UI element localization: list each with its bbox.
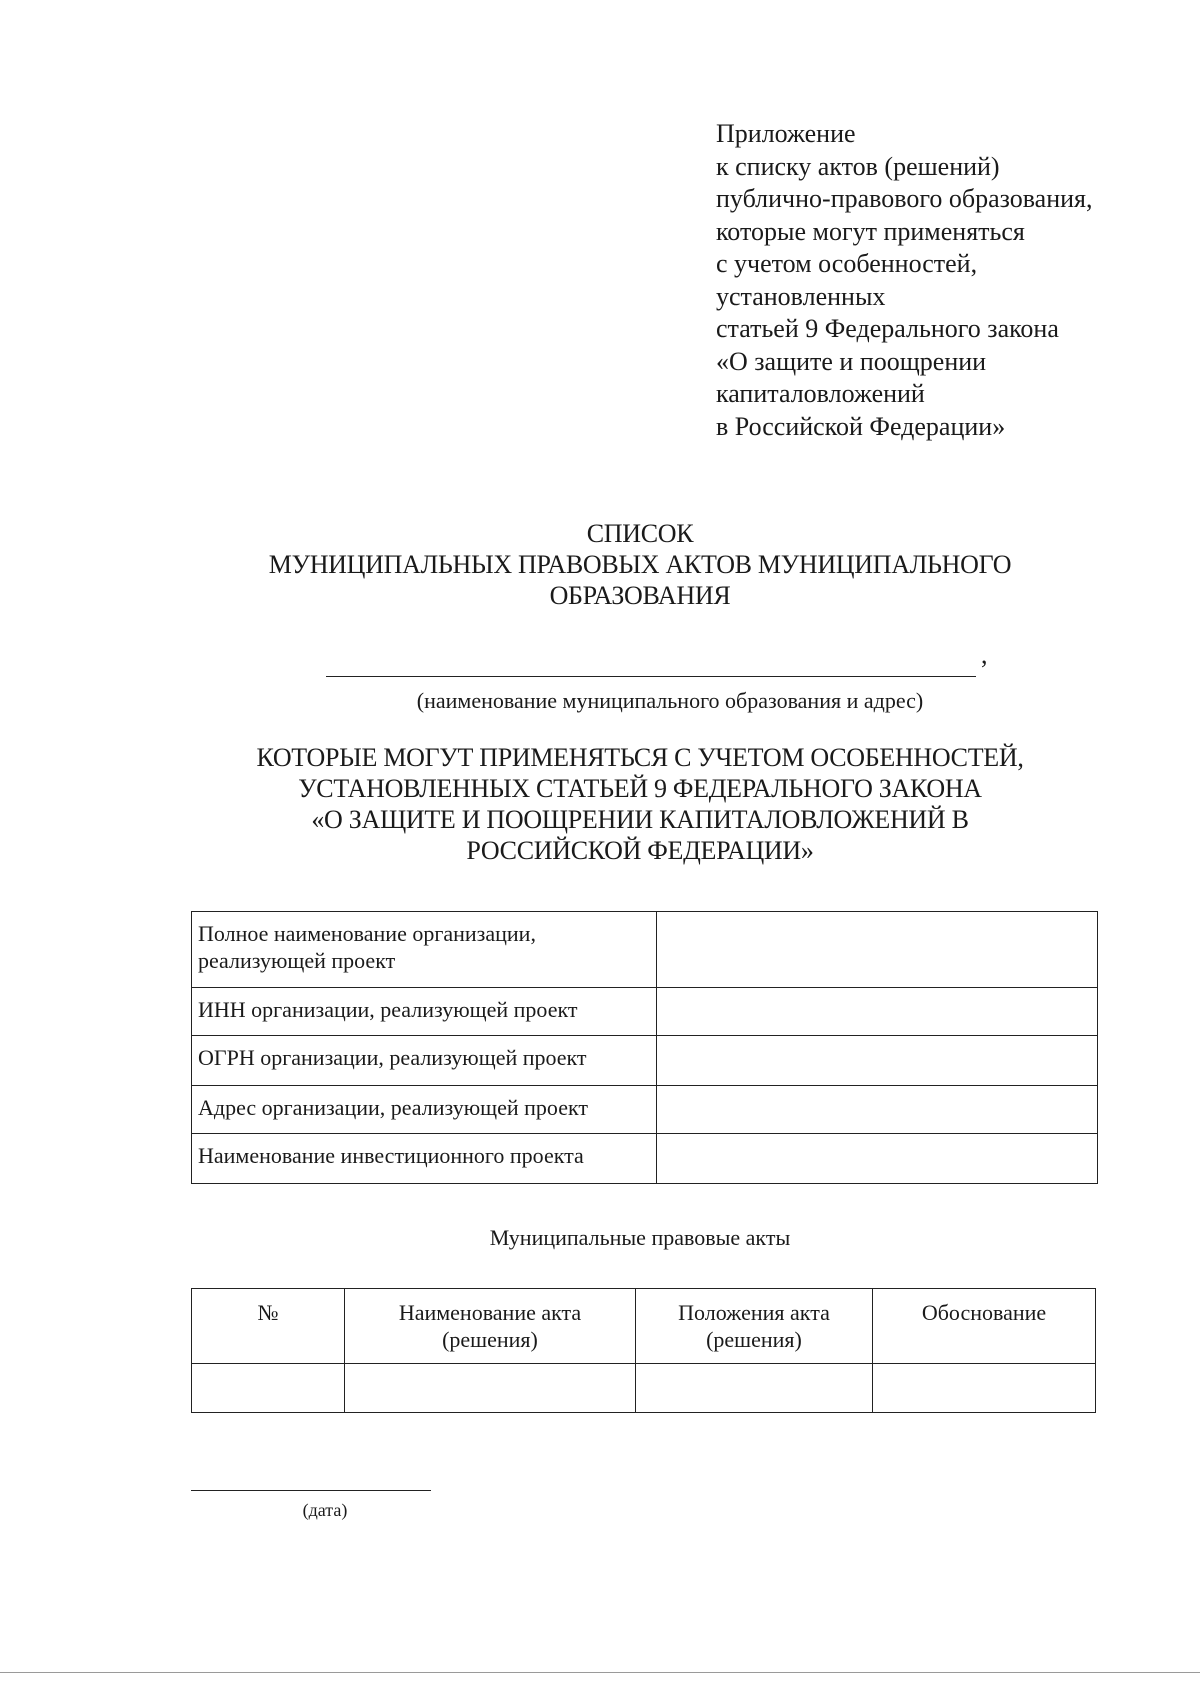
- appendix-line: публично-правового образования,: [716, 184, 1093, 213]
- field-label: Адрес организации, реализующей проект: [192, 1086, 657, 1134]
- column-header-justification: Обоснование: [873, 1289, 1096, 1364]
- field-label: ОГРН организации, реализующей проект: [192, 1036, 657, 1086]
- field-value-cell[interactable]: [657, 1036, 1098, 1086]
- table-row: [192, 1086, 1098, 1134]
- field-label: ИНН организации, реализующей проект: [192, 988, 657, 1036]
- field-label: Наименование инвестиционного проекта: [192, 1134, 657, 1184]
- appendix-line: Приложение: [716, 119, 856, 148]
- field-value-cell[interactable]: [657, 988, 1098, 1036]
- title-line: МУНИЦИПАЛЬНЫХ ПРАВОВЫХ АКТОВ МУНИЦИПАЛЬНОГО: [268, 550, 1012, 579]
- appendix-line: капиталовложений: [716, 379, 925, 408]
- appendix-line: в Российской Федерации»: [716, 411, 1006, 441]
- title-line: СПИСОК: [586, 519, 694, 548]
- table-row: [192, 912, 1098, 988]
- subtitle-line: «О ЗАЩИТЕ И ПООЩРЕНИИ КАПИТАЛОВЛОЖЕНИЙ В: [311, 805, 969, 834]
- appendix-line: «О защите и поощрении: [716, 346, 987, 376]
- table-cell[interactable]: [192, 1364, 345, 1413]
- table-row: [192, 1036, 1098, 1086]
- acts-table-caption: Муниципальные правовые акты: [489, 1225, 791, 1250]
- table-cell[interactable]: [636, 1364, 873, 1413]
- field-value-cell[interactable]: [657, 912, 1098, 988]
- table-cell[interactable]: [345, 1364, 636, 1413]
- column-header-act-provisions: Положения акта (решения): [636, 1289, 873, 1364]
- document-subtitle: [160, 742, 1120, 866]
- table-header-row: [192, 1289, 1096, 1364]
- name-line-comma: ,: [981, 640, 988, 669]
- municipality-name-caption: (наименование муниципального образования и адрес): [416, 688, 924, 713]
- appendix-line: с учетом особенностей,: [716, 249, 978, 278]
- date-line[interactable]: [191, 1490, 431, 1491]
- table-row: [192, 1364, 1096, 1413]
- field-value-cell[interactable]: [657, 1134, 1098, 1184]
- municipal-acts-table: [191, 1288, 1096, 1413]
- subtitle-line: УСТАНОВЛЕННЫХ СТАТЬЕЙ 9 ФЕДЕРАЛЬНОГО ЗАКОНА: [298, 774, 982, 803]
- subtitle-line: РОССИЙСКОЙ ФЕДЕРАЦИИ»: [466, 836, 814, 865]
- subtitle-line: КОТОРЫЕ МОГУТ ПРИМЕНЯТЬСЯ С УЧЕТОМ ОСОБЕННОСТЕЙ,: [256, 743, 1024, 772]
- appendix-block: [716, 118, 1186, 443]
- title-line: ОБРАЗОВАНИЯ: [549, 581, 731, 610]
- organization-info-table: [191, 911, 1098, 1184]
- table-cell[interactable]: [873, 1364, 1096, 1413]
- municipality-name-line[interactable]: [326, 676, 976, 677]
- document-title: [160, 518, 1120, 611]
- appendix-line: к списку актов (решений): [716, 151, 1000, 181]
- column-header-number: №: [192, 1289, 345, 1364]
- field-value-cell[interactable]: [657, 1086, 1098, 1134]
- appendix-line: которые могут применяться: [716, 216, 1025, 246]
- date-caption: (дата): [302, 1500, 348, 1520]
- table-row: [192, 1134, 1098, 1184]
- appendix-line: статьей 9 Федерального закона: [716, 314, 1059, 343]
- column-header-act-name: Наименование акта (решения): [345, 1289, 636, 1364]
- page-edge-divider: [0, 1672, 1200, 1673]
- table-row: [192, 988, 1098, 1036]
- field-label: Полное наименование организации, реализующей проект: [192, 912, 657, 988]
- appendix-line: установленных: [716, 281, 886, 311]
